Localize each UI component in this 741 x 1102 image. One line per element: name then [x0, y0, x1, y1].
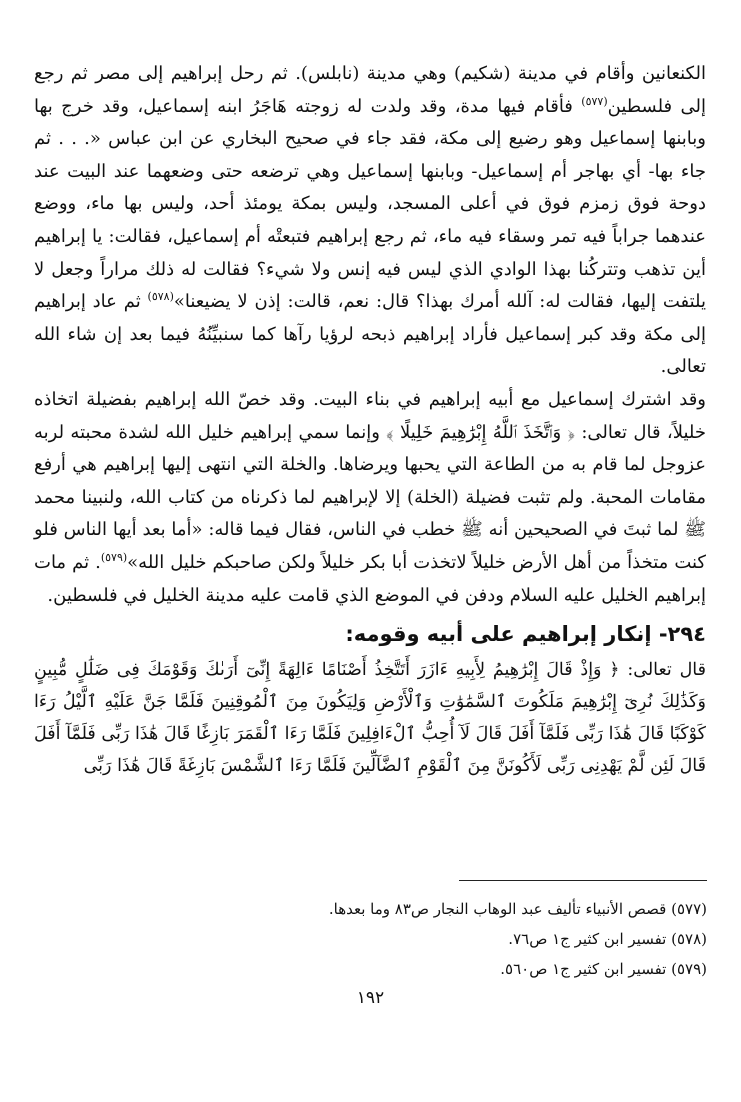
footnote-ref-579[interactable]: (٥٧٩)	[100, 550, 128, 564]
paragraph-khalil	[34, 384, 706, 612]
quran-intro: قال تعالى:	[619, 660, 706, 681]
footnote-ref-577[interactable]: (٥٧٧)	[581, 94, 608, 108]
footnote-578: (٥٧٨) تفسير ابن كثير ج١ ص٧٦.	[508, 930, 707, 948]
footnote-579: (٥٧٩) تفسير ابن كثير ج١ ص٥٦٠.	[500, 960, 707, 978]
paragraph-text: . ثم مات إبراهيم الخليل عليه السلام ودفن في الموضع الذي قامت عليه مدينة الخليل في فلسطين.	[34, 551, 706, 606]
paragraph-text: فأقام فيها مدة، وقد ولدت له زوجته هَاجَرُ ابنه إسماعيل، وقد خرج بها وبابنها إسماعيل وهو رضيع إلى مكة، فقد جاء في صحيح البخاري عن ابن عباس «. . . ثم جاء بها- أي بهاجر أم إسماعيل- وبابنها إسماعيل وهي ترضعه حتى وضعهما عند البيت عند دوحة فوق زمزم فوق في أعلى المسجد، وليس بمكة يومئذ أحد، وليس بها ماء، ووضع عندهما جراباً فيه تمر وسقاء فيه ماء، ثم رجع إبراهيم فتبعتْه أم إسماعيل، فقالت: يا إبراهيم أين تذهب وتتركُنا بهذا الوادي الذي ليس فيه إنس ولا شيء؟ فقالت له ذلك مراراً وجعل لا يلتفت إليها، فقالت له: آلله أمرك بهذا؟ قال: نعم، قالت: إذن لا يضيعنا»	[34, 95, 706, 313]
main-text	[34, 58, 706, 612]
footnote-ref-578[interactable]: (٥٧٨)	[147, 290, 174, 304]
footnotes	[35, 894, 707, 984]
paragraph-text: ثم عاد إبراهيم إلى مكة وقد كبر إسماعيل فأراد إبراهيم ذبحه لرؤيا رآها كما سنبيِّنُهُ فيما بعد إن شاء الله تعالى.	[34, 291, 706, 378]
page-number: ١٩٢	[356, 988, 385, 1008]
page-body	[34, 58, 706, 782]
paragraph-text: الكنعانين وأقام في مدينة (شكيم) وهي مدينة (نابلس). ثم رحل إبراهيم إلى مصر ثم رجع إلى فلسطين	[34, 63, 707, 117]
footnote-divider	[459, 880, 707, 881]
paragraph-text: وقد اشترك إسماعيل مع أبيه إبراهيم في بناء البيت. وقد خصّ الله إبراهيم بفضيلة اتخاذه خليلاً، قال تعالى: ﴿ وَٱتَّخَذَ ٱللَّهُ إِبْرَٰهِيمَ خَلِيلًا ﴾ وإنما سمي إبراهيم خليل الله لشدة محبته لربه عزوجل لما قام به من الطاعة التي يحبها ويرضاها. والخلة التي انتهى إليها إبراهيم هي أرفع مقامات المحبة. ولم تثبت فضيلة (الخلة) إلا لإبراهيم لما ذكرناه من كتاب الله، ولنبينا محمد ﷺ لما ثبتَ في الصحيحين أنه ﷺ خطب في الناس، فقال فيما قاله: «أما بعد أيها الناس فلو كنت متخذاً من أهل الأرض خليلاً لاتخذت أبا بكر خليلاً ولكن صاحبكم خليل الله»	[34, 388, 706, 573]
section-heading: ٢٩٤- إنكار إبراهيم على أبيه وقومه:	[345, 622, 706, 647]
paragraph-abraham-migration	[34, 58, 706, 384]
quran-verse: ﴿ وَإِذْ قَالَ إِبْرَٰهِيمُ لِأَبِيهِ ءَازَرَ أَتَتَّخِذُ أَصْنَامًا ءَالِهَةً إِنِّىٓ أَرَىٰكَ وَقَوْمَكَ فِى ضَلَٰلٍ مُّبِينٍ وَكَذَٰلِكَ نُرِىٓ إِبْرَٰهِيمَ مَلَكُوتَ ٱلسَّمَٰوَٰتِ وَٱلْأَرْضِ وَلِيَكُونَ مِنَ ٱلْمُوقِنِينَ فَلَمَّا جَنَّ عَلَيْهِ ٱلَّيْلُ رَءَا كَوْكَبًا قَالَ هَٰذَا رَبِّى فَلَمَّآ أَفَلَ قَالَ لَآ أُحِبُّ ٱلْءَافِلِينَ فَلَمَّا رَءَا ٱلْقَمَرَ بَازِغًا قَالَ هَٰذَا رَبِّى فَلَمَّآ أَفَلَ قَالَ لَئِن لَّمْ يَهْدِنِى رَبِّى لَأَكُونَنَّ مِنَ ٱلْقَوْمِ ٱلضَّآلِّينَ فَلَمَّا رَءَا ٱلشَّمْسَ بَازِغَةً قَالَ هَٰذَا رَبِّى	[34, 660, 706, 777]
quran-passage	[34, 654, 706, 782]
footnote-577: (٥٧٧) قصص الأنبياء تأليف عبد الوهاب النجار ص٨٣ وما بعدها.	[328, 900, 707, 918]
